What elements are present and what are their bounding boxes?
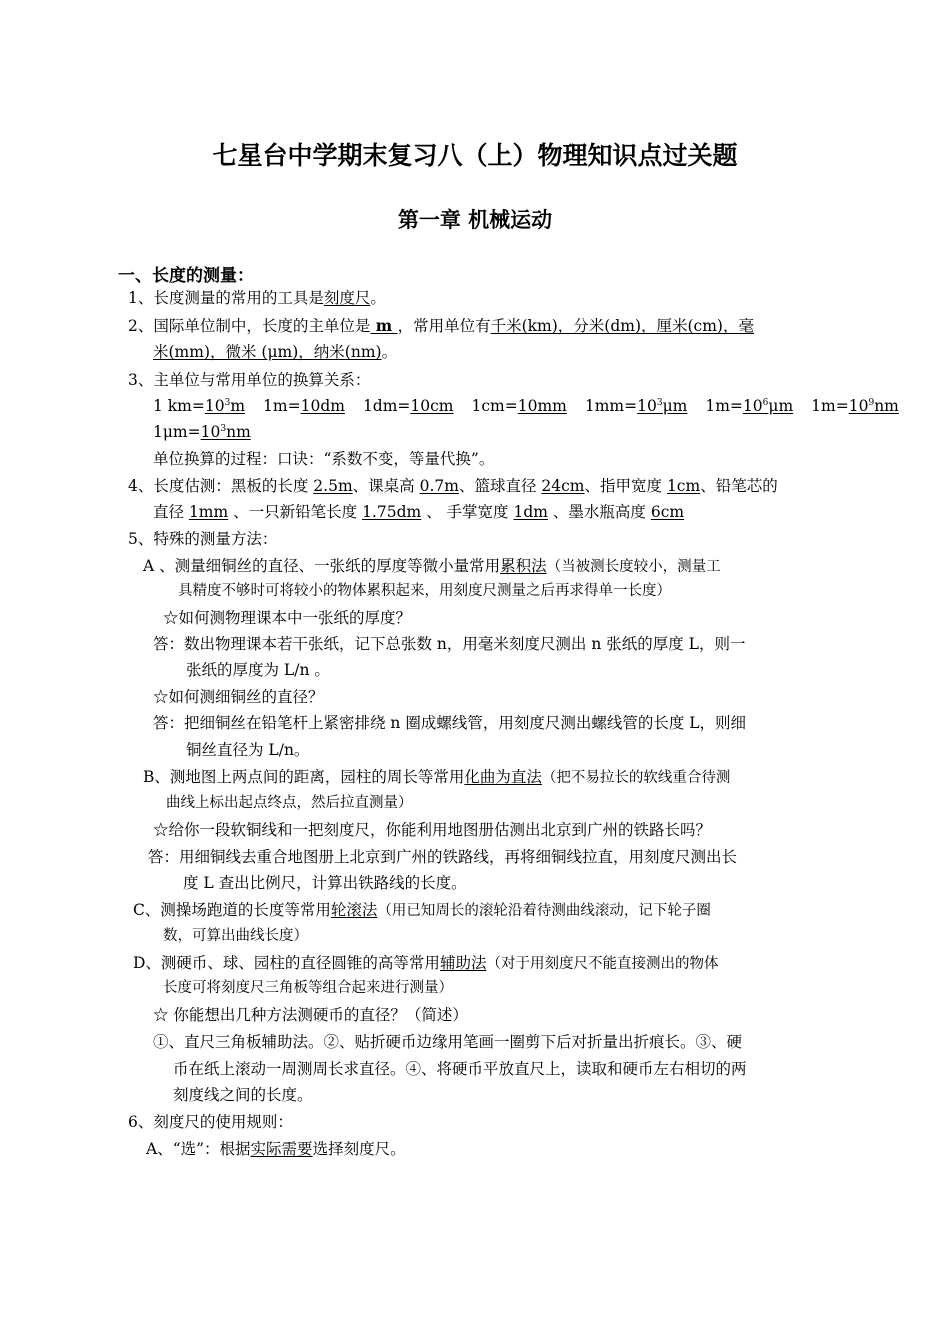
q5-B-question: ☆给你一段软铜线和一把刻度尺，你能利用地图册估测出北京到广州的铁路长吗？ (153, 821, 712, 839)
q5-A-answer-2-line-1: 答：把细铜丝在铅笔杆上紧密排绕 n 圈成螺线管，用刻度尺测出螺线管的长度 L，则细 (153, 714, 747, 732)
q3-conversion-row-2 (153, 422, 251, 442)
q5-D-answer-line-3: 刻度线之间的长度。 (173, 1086, 313, 1104)
q5-B-answer-line-2: 度 L 查出比例尺，计算出铁路线的长度。 (183, 874, 467, 892)
q3-heading: 3、主单位与常用单位的换算关系： (128, 371, 371, 389)
q5-D-answer-line-2: 币在纸上滚动一周测周长求直径。④、将硬币平放直尺上，读取和硬币左右相切的两 (173, 1060, 747, 1078)
q5-B-line-2: 曲线上标出起点终点，然后拉直测量） (166, 795, 413, 811)
answer-blank: 1mm (188, 503, 229, 521)
chapter-title: 第一章 机械运动 (397, 208, 553, 232)
q5-A-answer-1-line-2: 张纸的厚度为 L/n 。 (186, 661, 330, 679)
answer-blank: 24cm (541, 477, 585, 495)
q1-line: 1、长度测量的常用的工具是刻度尺。 (128, 289, 386, 307)
q6-A-line: A、“选”：根据实际需要选择刻度尺。 (146, 1140, 406, 1158)
q5-C-line-2: 数，可算出曲线长度） (163, 928, 308, 944)
q5-B-answer-line-1: 答：用细铜线去重合地图册上北京到广州的铁路线，再将细铜线拉直，用刻度尺测出长 (148, 848, 738, 866)
answer-blank: 1.75dm (362, 503, 422, 521)
answer-blank: 累积法 (500, 557, 547, 575)
answer-blank: $10^6\mu m$ (742, 397, 794, 415)
q5-D-line-2: 长度可将刻度尺三角板等组合起来进行测量） (163, 980, 453, 996)
document-title: 七星台中学期末复习八（上）物理知识点过关题 (212, 141, 738, 170)
answer-blank: 0.7m (419, 477, 459, 495)
q2-line-2: 米(mm)，微米 (μm)，纳米(nm)。 (153, 343, 398, 361)
q5-B-line-1: B、测地图上两点间的距离，园柱的周长等常用化曲为直法（把不易拉长的软线重合待测 (143, 768, 731, 786)
conversion-item: $1m=10^6\mu m$ (705, 397, 794, 415)
answer-blank: 辅助法 (439, 954, 487, 972)
q5-D-answer-line-1: ①、直尺三角板辅助法。②、贴折硬币边缘用笔画一圈剪下后对折量出折痕长。③、硬 (153, 1033, 743, 1051)
answer-blank: 化曲为直法 (464, 768, 542, 786)
answer-blank: m (370, 316, 398, 335)
conversion-item: $1mm=10^3\mu m$ (584, 397, 688, 415)
q5-A-question-2: ☆如何测细铜丝的直径？ (153, 688, 324, 706)
q5-A-answer-1-line-1: 答：数出物理课本若干张纸，记下总张数 n，用毫米刻度尺测出 n 张纸的厚度 L，则一 (153, 635, 746, 653)
answer-blank: 轮滚法 (330, 901, 378, 919)
conversion-item: $1m=10^9nm$ (811, 397, 899, 415)
answer-blank: $10^3\mu m$ (637, 397, 688, 415)
answer-blank: 刻度尺 (323, 289, 371, 307)
conversion-item: 1dm=10cm (362, 397, 454, 415)
answer-blank: 千米(km)，分米(dm)，厘米(cm)，毫 (490, 317, 754, 335)
answer-blank: $10^3nm$ (200, 423, 251, 441)
answer-blank: $10^9nm$ (848, 397, 899, 415)
answer-blank: 2.5m (313, 477, 353, 495)
answer-blank: $10^3m$ (204, 397, 246, 415)
answer-blank: 10dm (300, 397, 345, 415)
conversion-item: 1cm=10mm (471, 397, 567, 415)
answer-blank: 实际需要 (250, 1140, 313, 1158)
answer-blank: 10mm (517, 397, 567, 415)
q3-process: 单位换算的过程：口诀：“系数不变，等量代换”。 (153, 450, 495, 468)
q5-A-answer-2-line-2: 铜丝直径为 L/n。 (186, 741, 310, 759)
q5-C-line-1: C、测操场跑道的长度等常用轮滚法（用已知周长的滚轮沿着待测曲线滚动，记下轮子圈 (133, 901, 711, 919)
q4-line-2: 直径 1mm 、一只新铅笔长度 1.75dm 、 手掌宽度 1dm 、墨水瓶高度 6cm (153, 503, 685, 521)
answer-blank: 6cm (650, 503, 685, 521)
q5-D-line-1: D、测硬币、球、园柱的直径圆锥的高等常用辅助法（对于用刻度尺不能直接测出的物体 (133, 954, 719, 972)
section-heading: 一、长度的测量： (118, 266, 254, 286)
conversion-item: $1\mu m=10^3nm$ (153, 423, 251, 441)
conversion-item: 1 $km=10^3m$ (153, 397, 246, 415)
conversion-item: 1m=10dm (263, 397, 345, 415)
q5-A-line-1: A 、测量细铜丝的直径、一张纸的厚度等微小量常用累积法（当被测长度较小，测量工 (143, 557, 721, 575)
q5-D-question: ☆ 你能想出几种方法测硬币的直径？（简述） (153, 1006, 468, 1024)
q5-A-line-2: 具精度不够时可将较小的物体累积起来，用刻度尺测量之后再求得单一长度） (178, 583, 671, 599)
q5-A-question-1: ☆如何测物理课本中一张纸的厚度？ (163, 609, 412, 627)
answer-blank: 1dm (513, 503, 548, 521)
q3-conversion-row (153, 396, 899, 416)
answer-blank: 米(mm)，微米 (μm)，纳米(nm) (153, 343, 382, 361)
answer-blank: 10cm (410, 397, 454, 415)
q5-heading: 5、特殊的测量方法： (128, 530, 278, 548)
q6-heading: 6、刻度尺的使用规则： (128, 1113, 293, 1131)
q2-line-1: 2、国际单位制中，长度的主单位是 m ，常用单位有千米(km)，分米(dm)，厘米(cm)，毫 (128, 316, 754, 335)
answer-blank: 1cm (666, 477, 701, 495)
q4-line-1: 4、长度估测：黑板的长度 2.5m、课桌高 0.7m、篮球直径 24cm、指甲宽度 1cm、铅笔芯的 (128, 477, 778, 495)
